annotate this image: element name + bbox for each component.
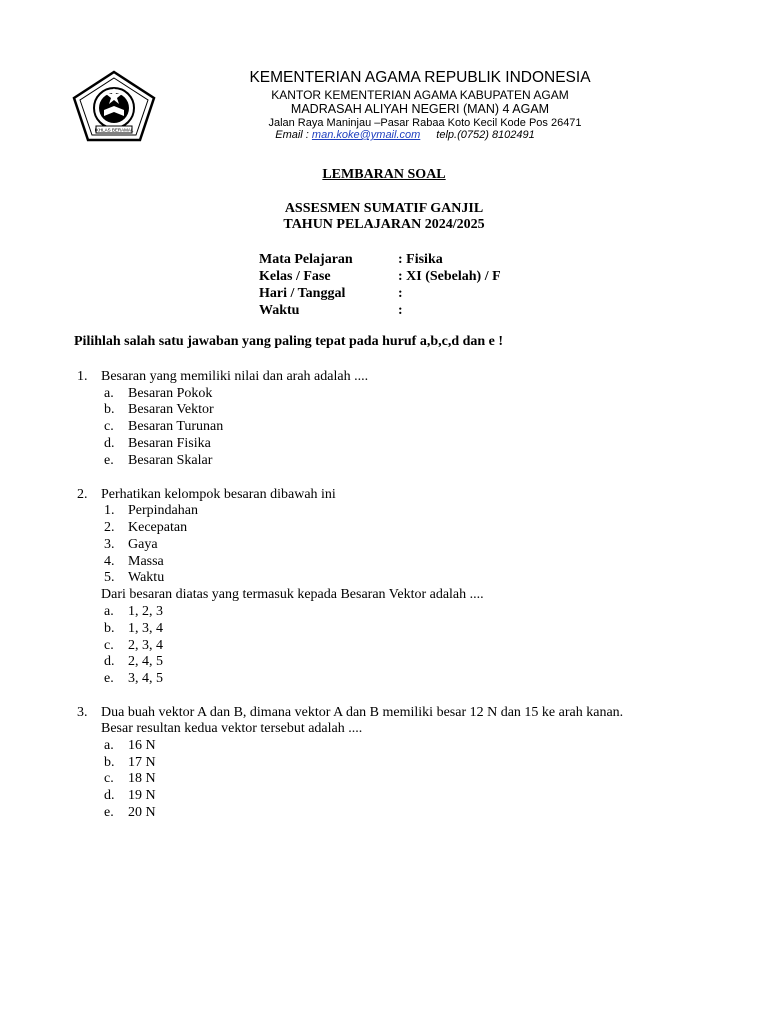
- instruction: Pilihlah salah satu jawaban yang paling tepat pada huruf a,b,c,d dan e !: [74, 334, 504, 349]
- info-row-class: Kelas / Fase : XI (Sebelah) / F: [259, 269, 501, 284]
- question-text: Besaran yang memiliki nilai dan arah adalah ....: [101, 369, 369, 384]
- ministry-title: KEMENTERIAN AGAMA REPUBLIK INDONESIA: [249, 69, 591, 86]
- info-row-subject: Mata Pelajaran : Fisika: [259, 252, 443, 267]
- exam-info-table: [259, 251, 501, 319]
- question-prompt: Besar resultan kedua vektor tersebut adalah ....: [101, 721, 363, 736]
- question-number: 3.: [77, 705, 88, 720]
- sheet-title: LEMBARAN SOAL: [322, 167, 446, 182]
- question-number: 2.: [77, 487, 88, 502]
- office-title: KANTOR KEMENTERIAN AGAMA KABUPATEN AGAM: [271, 88, 569, 102]
- exam-title: ASSESMEN SUMATIF GANJIL: [284, 201, 484, 216]
- email-label: Email :: [275, 129, 312, 141]
- question-prompt: Dari besaran diatas yang termasuk kepada Besaran Vektor adalah ....: [101, 587, 484, 602]
- email-link[interactable]: man.koke@ymail.com: [311, 129, 421, 141]
- academic-year: TAHUN PELAJARAN 2024/2025: [283, 217, 485, 232]
- info-row-time: Waktu :: [259, 303, 403, 318]
- question-text: Perhatikan kelompok besaran dibawah ini: [101, 487, 336, 502]
- logo-motto: IKHLAS BERAMAL: [94, 127, 134, 133]
- contact-line: [145, 129, 665, 141]
- school-title: MADRASAH ALIYAH NEGERI (MAN) 4 AGAM: [290, 102, 550, 116]
- exam-page: IKHLAS BERAMAL KEMENTERIAN AGAMA REPUBLIK INDONESIA KANTOR KEMENTERIAN AGAMA KABUPATEN AGAM MADRASAH ALIYAH NEGERI (MAN) 4 AGAM Jalan Raya Maninjau –Pasar Rabaa Koto Kecil Kode Pos 26471 Email : man.koke@ymail.com telp.(0752) 8102491 LEMBARAN SOAL ASSESMEN SUMATIF GANJIL TAHUN PELAJARAN 2024/2025 Mata Pelajaran : Fisika Kelas / Fase : XI (Sebelah) / F Hari / Tanggal : Waktu : Pilihlah salah satu jawaban yang paling tepat pada huruf a,b,c,d dan e ! 1. Besaran yang memiliki nilai dan arah adalah .... a. Besaran Pokok b. Besaran Vektor c. Besaran Turunan d. Besaran Fisika e. Besaran Skalar 2. Perhatikan kelompok besaran dibawah ini 1. Perpindahan 2. Kecepatan 3. Gaya 4. Massa 5. Waktu Dari besaran diatas yang termasuk kepada Besaran Vektor adalah .... a. 1, 2, 3 b. 1, 3, 4 c. 2, 3, 4 d. 2, 4, 5 e. 3, 4, 5 3. Dua buah vektor A dan B, dimana vektor A dan B memiliki besar 12 N dan 15 ke arah kanan. Besar resultan kedua vektor tersebut adalah .... a. 16 N b. 17 N c. 18 N d. 19 N e. 20 N: [0, 0, 768, 1024]
- question-text: Dua buah vektor A dan B, dimana vektor A dan B memiliki besar 12 N dan 15 ke arah kanan.: [101, 705, 624, 720]
- question-number: 1.: [77, 369, 88, 384]
- school-address: Jalan Raya Maninjau –Pasar Rabaa Koto Kecil Kode Pos 26471: [268, 117, 582, 129]
- info-row-date: Hari / Tanggal :: [259, 286, 403, 301]
- phone-number: telp.(0752) 8102491: [436, 129, 535, 141]
